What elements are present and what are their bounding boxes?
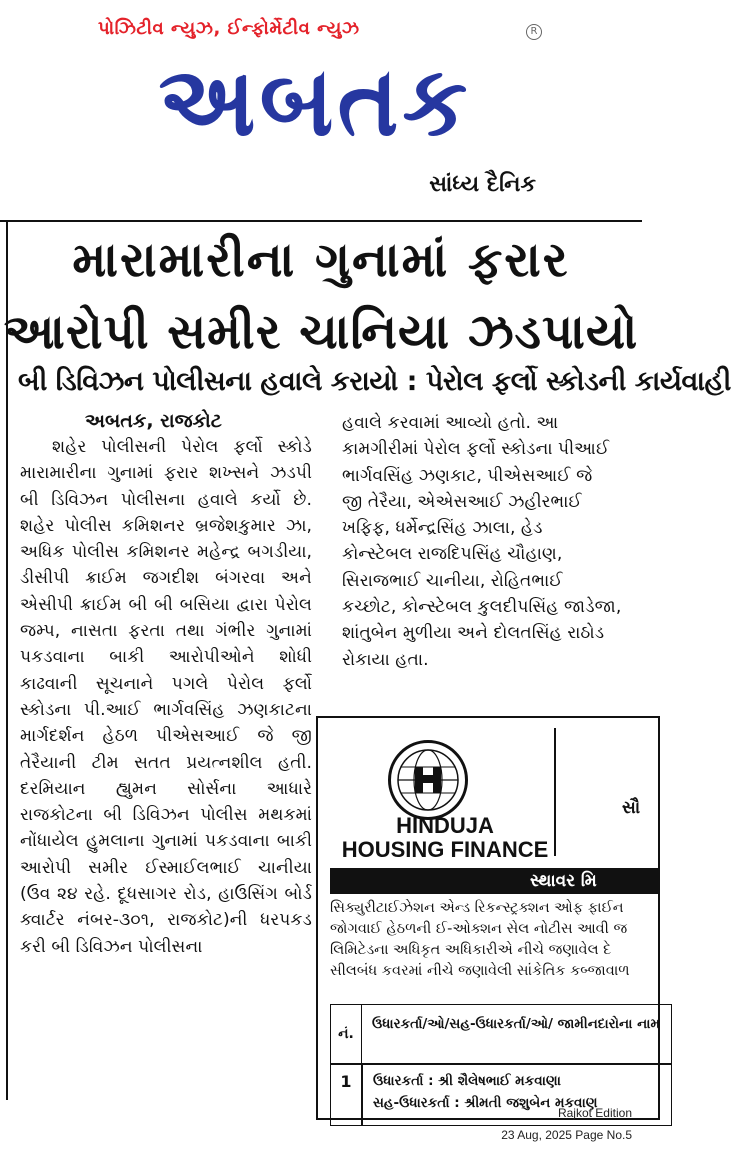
table-row-number: 1 bbox=[340, 1072, 352, 1091]
notice-line: સીલબંધ કવરમાં નીચે જણાવેલી સાંકેતિક કબ્જાવાળ bbox=[330, 963, 630, 979]
headline-line-1: મારામારીના ગુનામાં ફરાર bbox=[72, 232, 570, 288]
table-row-co-borrower: સહ-ઉધારકર્તા : શ્રીમતી જશુબેન મકવાણ bbox=[373, 1095, 598, 1111]
article-body-right-column bbox=[342, 410, 642, 673]
hinduja-globe-logo-icon bbox=[388, 740, 468, 820]
article-line: ભાર્ગવસિંહ ઝણકાટ, પીએસઆઈ જે bbox=[342, 465, 593, 486]
edition-type: સાંધ્ય દૈનિક bbox=[429, 172, 536, 197]
article-line: કામગીરીમાં પેરોલ ફર્લો સ્કોડના પીઆઈ bbox=[342, 439, 610, 460]
notice-line: જોગવાઈ હેઠળની ઈ-ઓક્શન સેલ નોટીસ આવી જ bbox=[330, 921, 628, 937]
footer-date-page: 23 Aug, 2025 Page No.5 bbox=[501, 1128, 632, 1142]
registered-trademark-icon: R bbox=[526, 24, 542, 40]
article-line: કોન્સ્ટેબલ રાજદિપસિંહ ચૌહાણ, bbox=[342, 544, 563, 565]
top-divider bbox=[0, 220, 642, 222]
subheadline: બી ડિવિઝન પોલીસના હવાલે કરાયો : પેરોલ ફર્લો સ્કોડની કાર્યવાહી bbox=[18, 366, 731, 397]
newspaper-logo: અબતક bbox=[158, 45, 472, 158]
company-name-line-2: HOUSING FINANCE bbox=[341, 837, 549, 862]
masthead bbox=[0, 0, 642, 220]
article-line: જી તેરૈયા, એએસઆઈ ઝહીરભાઈ bbox=[342, 491, 582, 512]
ad-vertical-divider bbox=[554, 728, 556, 856]
dateline: અબતક, રાજકોટ bbox=[85, 410, 222, 432]
table-row-borrower: ઉધારકર્તા : શ્રી શૈલેષભાઈ મકવાણા bbox=[373, 1073, 561, 1089]
article-line: રોકાયા હતા. bbox=[342, 649, 429, 670]
table-header-names: ઉધારકર્તા/ઓ/સહ-ઉધારકર્તા/ઓ/ જામીનદારોના નામ bbox=[372, 1016, 660, 1032]
article-line: શાંતુબેન મુળીયા અને દોલતસિંહ રાઠોડ bbox=[342, 623, 605, 644]
article-line: હવાલે કરવામાં આવ્યો હતો. આ bbox=[342, 413, 559, 433]
ad-notice-text bbox=[330, 898, 660, 982]
masthead-tagline: પોઝિટીવ ન્યુઝ, ઈન્ફોર્મેટીવ ન્યુઝ bbox=[98, 18, 360, 39]
notice-line: લિમિટેડના અધિકૃત અધિકારીએ નીચે જણાવેલ દે bbox=[330, 942, 612, 958]
footer-edition: Rajkot Edition bbox=[557, 1106, 632, 1120]
hinduja-advertisement bbox=[316, 716, 660, 1120]
headline-line-2: આરોપી સમીર ચાનિયા ઝડપાયો bbox=[3, 304, 639, 360]
article-paragraph: શહેર પોલીસની પેરોલ ફર્લો સ્કોડે મારામારીના ગુનામાં ફરાર શખ્સને ઝડપી બી ડિવિઝન પોલીસના હવાલે કર્યો છે. શહેર પોલીસ કમિશનર બ્રજેશકુમાર ઝા, અધિક પોલીસ કમિશનર મહેન્દ્ર બગડીયા, ડીસીપી ક્રાઈમ જગદીશ બંગરવા અને એસીપી ક્રાઈમ બી બી બસિયા દ્વારા પેરોલ જમ્પ, નાસતા ફરતા તથા ગંભીર ગુનામાં પકડવાના બાકી આરોપીઓને શોધી કાઢવાની સૂચનાને પગલે પેરોલ ફર્લો સ્કોડના પી.આઈ ભાર્ગવસિંહ ઝણકાટના માર્ગદર્શન હેઠળ પીએસઆઈ જે જી તેરૈયાની ટીમ સતત પ્રયત્નશીલ હતી. દરમિયાન હ્યુમન સોર્સના આધારે રાજકોટના બી ડિવિઝન પોલીસ મથકમાં નોંધાયેલ હુમલાના ગુનામાં પકડવાના બાકી આરોપી સમીર ઈસ્માઈલભાઈ ચાનીયા (ઉવ ૨૪ રહે. દૂધસાગર રોડ, હાઉસિંગ બોર્ડ ક્વાર્ટર નંબર-૩૦૧, રાજકોટ)ની ધરપકડ કરી બી ડિવિઝન પોલીસના bbox=[20, 437, 312, 957]
ad-side-text: સૌ bbox=[622, 798, 641, 818]
article-line: ખફિફ, ધર્મેન્દ્રસિંહ ઝાલા, હેડ bbox=[342, 518, 543, 539]
article-line: સિરાજભાઈ ચાનીયા, રોહિતભાઈ bbox=[342, 570, 563, 591]
notice-line: સિક્યુરીટાઈઝેશન એન્ડ રિકન્સ્ટ્રક્શન ઓફ ફાઈન bbox=[330, 900, 624, 916]
ad-title-band: સ્થાવર મિ bbox=[330, 868, 660, 894]
hinduja-company-name bbox=[330, 814, 560, 862]
table-column-divider bbox=[361, 1065, 363, 1125]
table-header-number: નં. bbox=[331, 1005, 362, 1063]
article-line: કચ્છોટ, કોન્સ્ટેબલ કુલદીપસિંહ જાડેજા, bbox=[342, 597, 622, 618]
company-name-line-1: HINDUJA bbox=[396, 813, 494, 838]
article-body-left-column bbox=[20, 434, 312, 960]
table-row-divider bbox=[331, 1063, 671, 1065]
